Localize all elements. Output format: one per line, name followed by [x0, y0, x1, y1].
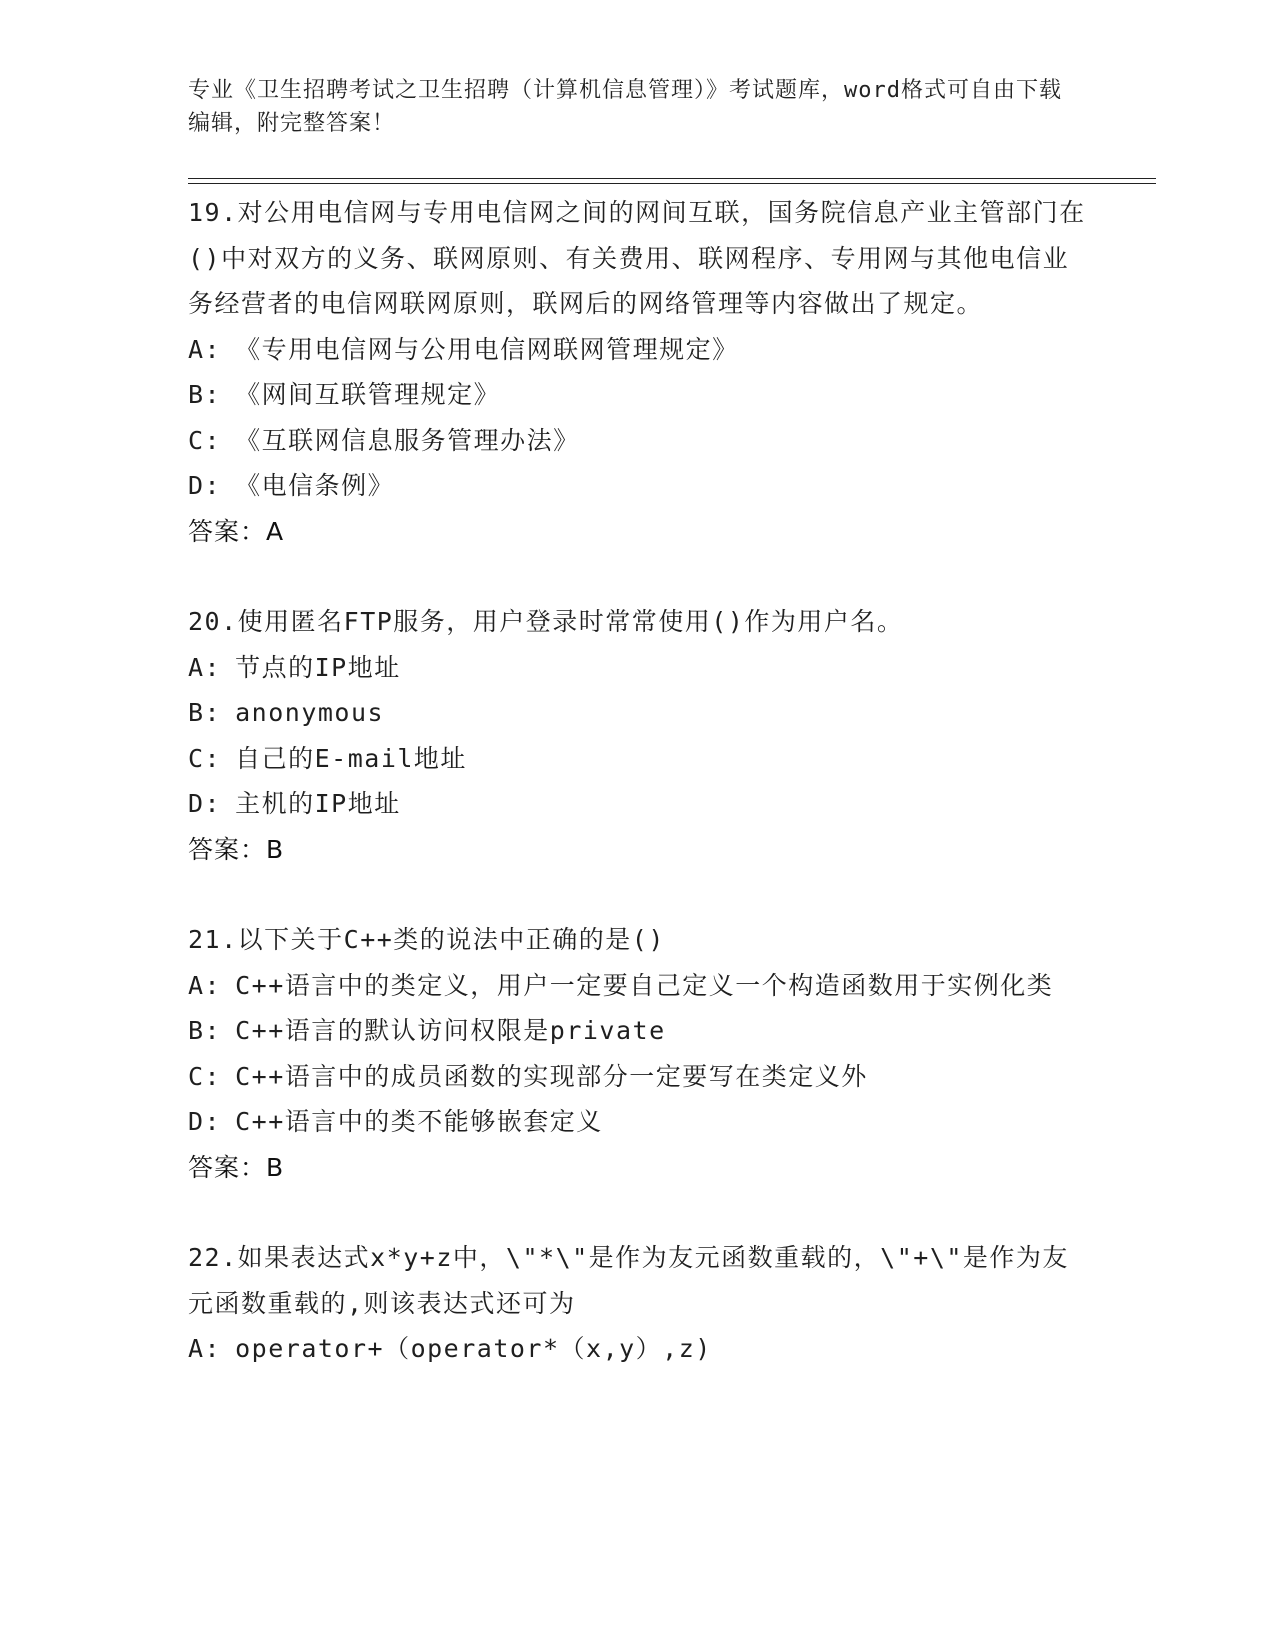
question-stem: 19.对公用电信网与专用电信网之间的网间互联，国务院信息产业主管部门在()中对双方的义务、联网原则、有关费用、联网程序、专用网与其他电信业务经营者的电信网联网原则，联网后的网络管理等内容做出了规定。	[188, 198, 1086, 318]
option-key: B:	[188, 698, 222, 727]
question-stem: 21.以下关于C++类的说法中正确的是()	[188, 925, 665, 954]
option-d	[188, 781, 1088, 827]
document-header: 专业《卫生招聘考试之卫生招聘（计算机信息管理）》考试题库，word格式可自由下载编辑，附完整答案！	[188, 78, 1062, 136]
option-text: 节点的IP地址	[235, 652, 401, 682]
option-text: 主机的IP地址	[235, 789, 401, 818]
option-key: B:	[188, 1016, 222, 1045]
question-19	[188, 190, 1088, 554]
option-a	[188, 1326, 1088, 1372]
option-text: C++语言中的类不能够嵌套定义	[235, 1107, 603, 1136]
question-20	[188, 599, 1088, 872]
option-key: B:	[188, 380, 222, 409]
option-a	[188, 327, 1088, 373]
question-stem: 22.如果表达式x*y+z中，\"*\"是作为友元函数重载的，\"+\"是作为友元函数重载的,则该表达式还可为	[188, 1243, 1069, 1318]
option-c	[188, 736, 1088, 782]
option-c	[188, 418, 1088, 464]
header-divider-top	[188, 178, 1156, 179]
option-key: A:	[188, 1334, 222, 1363]
option-key: C:	[188, 425, 222, 455]
option-key: A:	[188, 970, 222, 1000]
answer-label: 答案：B	[188, 834, 285, 864]
answer-label: 答案：B	[188, 1152, 285, 1182]
option-text: operator+（operator*（x,y）,z)	[235, 1334, 712, 1363]
option-text: 自己的E-mail地址	[235, 743, 467, 773]
question-22	[188, 1235, 1088, 1372]
option-a	[188, 645, 1088, 691]
option-d	[188, 1099, 1088, 1145]
option-b	[188, 690, 1088, 736]
option-text: 《互联网信息服务管理办法》	[235, 425, 580, 455]
option-text: C++语言中的类定义，用户一定要自己定义一个构造函数用于实例化类	[235, 970, 1054, 1000]
question-list	[188, 190, 1088, 1372]
question-stem: 20.使用匿名FTP服务，用户登录时常常使用()作为用户名。	[188, 607, 904, 636]
option-d	[188, 463, 1088, 509]
question-gap	[188, 872, 1088, 917]
option-text: anonymous	[235, 698, 385, 727]
question-gap	[188, 1190, 1088, 1235]
option-key: A:	[188, 652, 222, 682]
option-text: C++语言中的成员函数的实现部分一定要写在类定义外	[235, 1061, 868, 1091]
option-text: 《专用电信网与公用电信网联网管理规定》	[235, 334, 739, 364]
option-c	[188, 1054, 1088, 1100]
option-key: A:	[188, 334, 222, 364]
header-divider-bottom	[188, 183, 1156, 184]
option-key: C:	[188, 1061, 222, 1091]
question-gap	[188, 554, 1088, 599]
answer-label: 答案：A	[188, 516, 285, 546]
option-text: C++语言的默认访问权限是private	[235, 1016, 666, 1045]
option-key: D:	[188, 471, 222, 500]
option-key: C:	[188, 743, 222, 773]
option-b	[188, 1008, 1088, 1054]
option-text: 《网间互联管理规定》	[235, 380, 501, 409]
option-b	[188, 372, 1088, 418]
question-21	[188, 917, 1088, 1190]
option-key: D:	[188, 1107, 222, 1136]
option-a	[188, 963, 1088, 1009]
option-key: D:	[188, 789, 222, 818]
option-text: 《电信条例》	[235, 471, 395, 500]
